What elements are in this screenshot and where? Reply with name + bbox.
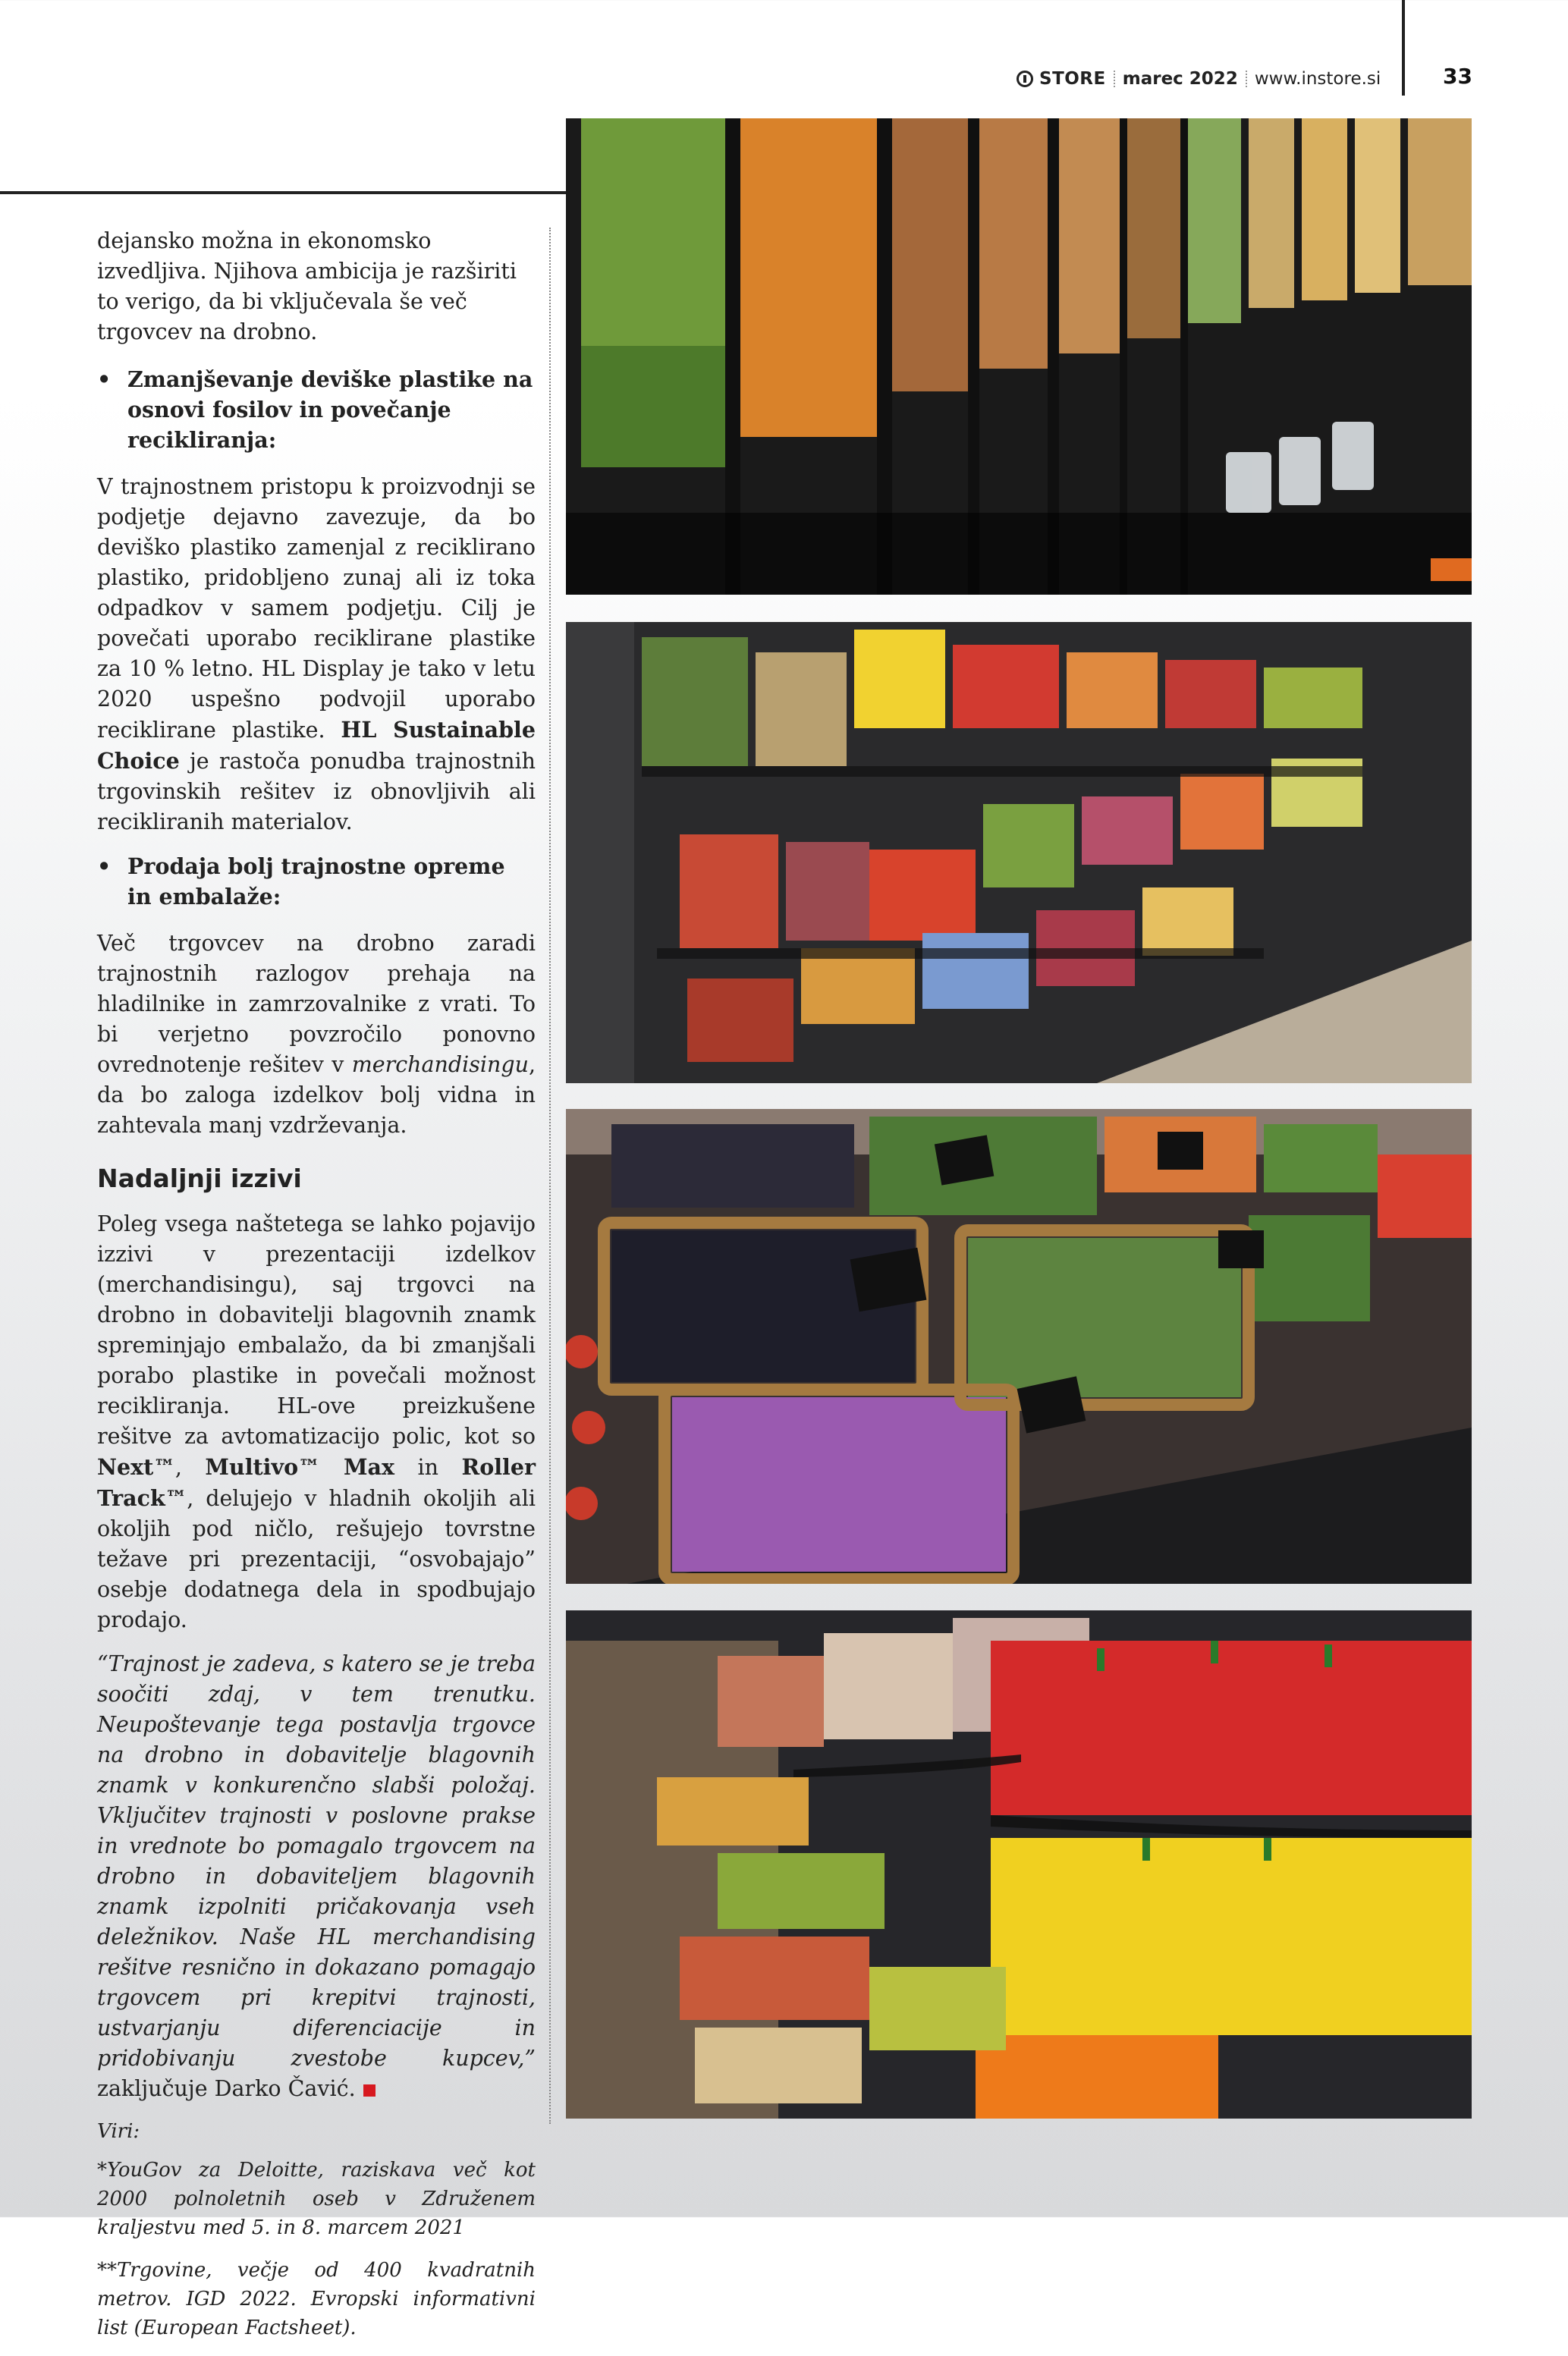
page-number: 33 bbox=[1443, 64, 1472, 89]
body-text: , da bo zaloga izdelkov bolj vidna in zahtevala manj vzdrževanja. bbox=[97, 1052, 536, 1138]
header-separator bbox=[1114, 71, 1115, 87]
body-paragraph bbox=[97, 928, 536, 1141]
body-paragraph: Poleg vsega naštetega se lahko pojavijo izzivi v prezentaciji izdelkov (merchandisingu), saj trgovci na drobno in dobavitelji blagovnih znamk spreminjajo embalažo, da bi zmanjšali porabo plastike in povečali možnost recikliranja. HL-ove preizkušene rešitve za avtomatizacijo polic, kot so Next™, Multivo™ Max in Roller Track™, delujejo v hladnih okoljih ali okoljih pod ničlo, rešujejo tovrstne težave pri prezentaciji, “osvobajajo” osebje dodatnega dela in spodbujajo prodajo. bbox=[97, 1211, 536, 1632]
header-separator bbox=[1246, 71, 1247, 87]
body-text: V trajnostnem pristopu k proizvodnji se podjetje dejavno zavezuje, da bo deviško plastiko zamenjal z reciklirano plastiko, pridobljeno zunaj ali iz toka odpadkov v samem podjetju. Cilj je povečati uporabo reciklirane plastike za 10 % letno. HL Display je tako v letu 2020 uspešno podvojil uporabo reciklirane plastike. bbox=[97, 474, 536, 743]
header-vertical-rule bbox=[1402, 0, 1405, 96]
brand-name: HL Sustainable Choice bbox=[97, 717, 536, 774]
magazine-brand: STORE bbox=[1039, 69, 1106, 89]
bullet-item bbox=[97, 851, 536, 912]
body-text: in bbox=[417, 1455, 438, 1480]
quote-text: “Trajnost je zadeva, s katero se je treba soočiti zdaj, v tem trenutku. Neupoštevanje tega postavlja trgovce na drobno in dobavitelje blagovnih znamk v konkurenčno slabši položaj. Vključitev trajnosti v poslovne prakse in vrednote bo pomagalo trgovcem na drobno in dobaviteljem blagovnih znamk izpolniti pričakovanja vseh deležnikov. Naše HL merchandising rešitve resnično in dokazano pomagajo trgovcem pri krepitvi trajnosti, ustvarjanju diferenciacije in pridobivanju zvestobe kupcev,” bbox=[97, 1651, 536, 2071]
photo-bulk-dispensers bbox=[566, 118, 1472, 595]
sources-heading: Viri: bbox=[97, 2120, 140, 2143]
column-divider bbox=[549, 228, 551, 2124]
body-text: Več trgovcev na drobno zaradi trajnostnih razlogov prehaja na hladilnike in zamrzovalnike z vrati. To bi verjetno povzročilo ponovno ovrednotenje rešitev v bbox=[97, 931, 536, 1077]
bullet-text: Prodaja bolj trajnostne opreme in embalaže: bbox=[127, 853, 505, 909]
source-note: **Trgovine, večje od 400 kvadratnih metrov. IGD 2022. Evropski informativni list (European Factsheet). bbox=[97, 2259, 536, 2339]
body-text: je rastoča ponudba trajnostnih trgovinskih rešitev iz obnovljivih ali recikliranih materialov. bbox=[97, 749, 536, 834]
bullet-item bbox=[97, 364, 536, 455]
body-paragraph bbox=[97, 472, 536, 837]
product-name: Roller Track™ bbox=[97, 1454, 536, 1511]
emphasis-text: merchandisingu bbox=[351, 1052, 529, 1077]
bullet-icon: • bbox=[97, 853, 112, 879]
quote-attribution: zaključuje Darko Čavić. bbox=[97, 2076, 356, 2101]
article-column bbox=[97, 226, 536, 2356]
magazine-url[interactable]: www.instore.si bbox=[1254, 69, 1381, 89]
source-note: *YouGov za Deloitte, raziskava več kot 2000 polnoletnih oseb v Združenem kraljestvu med 5. in 8. marcem 2021 bbox=[97, 2159, 536, 2239]
photo-produce-shelves bbox=[566, 622, 1472, 1083]
bullet-text: Zmanjševanje deviške plastike na osnovi fosilov in povečanje recikliranja: bbox=[127, 366, 533, 453]
bullet-icon: • bbox=[97, 366, 112, 392]
photo-pepper-shelves bbox=[566, 1610, 1472, 2119]
end-mark-icon bbox=[363, 2084, 376, 2097]
body-text: Poleg vsega naštetega se lahko pojavijo izzivi v prezentaciji izdelkov (merchandisingu), saj trgovci na drobno in dobavitelji blagovnih znamk spreminjajo embalažo, da bi zmanjšali porabo plastike in povečali možnost recikliranja. HL-ove preizkušene rešitve za avtomatizacijo polic, kot so bbox=[97, 1211, 536, 1449]
product-name: Next™ bbox=[97, 1454, 175, 1480]
body-text: , delujejo v hladnih okoljih ali okoljih pod ničlo, rešujejo tovrstne težave pri prezentaciji, “osvobajajo” osebje dodatnega dela in spodbujajo prodajo. bbox=[97, 1486, 536, 1632]
running-header bbox=[1017, 65, 1381, 93]
section-subheading: Nadaljnji izzivi bbox=[97, 1164, 302, 1193]
photo-vegetable-baskets bbox=[566, 1109, 1472, 1584]
issue-date: marec 2022 bbox=[1122, 69, 1238, 89]
column-top-rule bbox=[0, 191, 566, 194]
product-name: Multivo™ Max bbox=[205, 1454, 394, 1480]
pull-quote bbox=[97, 1649, 536, 2104]
instore-logo-icon bbox=[1017, 71, 1033, 87]
intro-paragraph: dejansko možna in ekonomsko izvedljiva. Njihova ambicija je razširiti to verigo, da bi vključevala še več trgovcev na drobno. bbox=[97, 228, 517, 344]
